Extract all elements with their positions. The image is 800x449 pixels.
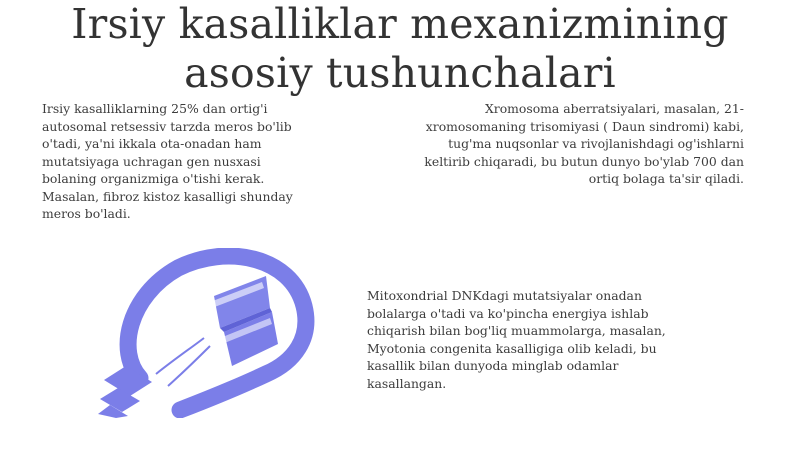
paragraph-line: meros bo'ladi. bbox=[42, 206, 131, 221]
paragraph-line: Mitoxondrial DNKdagi mutatsiyalar onadan bbox=[367, 288, 642, 303]
paragraph-line: Xromosoma aberratsiyalari, masalan, 21- bbox=[484, 101, 744, 116]
paragraph-line: bolaning organizmiga o'tishi kerak. bbox=[42, 171, 265, 186]
bulb-glass bbox=[128, 256, 306, 410]
mitochondrial-paragraph bbox=[367, 287, 727, 392]
slide-title-line-1: Irsiy kasalliklar mexanizmining bbox=[71, 0, 729, 48]
paragraph-line: ortiq bolaga ta'sir qiladi. bbox=[588, 171, 744, 186]
paragraph-line: chiqarish bilan bog'liq muammolarga, masalan, bbox=[367, 323, 666, 338]
paragraph-line: Masalan, fibroz kistoz kasalligi shunday bbox=[42, 188, 293, 204]
paragraph-line: xromosomaning trisomiyasi ( Daun sindromi) kabi, bbox=[425, 118, 744, 134]
paragraph-line: tug'ma nuqsonlar va rivojlanishdagi og'ishlarni bbox=[448, 136, 744, 151]
paragraph-line: o'tadi, ya'ni ikkala ota-onadan ham bbox=[42, 136, 262, 151]
autosomal-paragraph bbox=[42, 100, 362, 223]
slide-title bbox=[0, 0, 800, 98]
bulb-filaments bbox=[156, 338, 210, 386]
paragraph-line: kasallik bilan dunyoda minglab odamlar bbox=[367, 358, 619, 373]
paragraph-line: bolalarga o'tadi va ko'pincha energiya ishlab bbox=[367, 305, 649, 321]
paragraph-line: Myotonia congenita kasalligiga olib keladi, bu bbox=[367, 340, 657, 356]
paragraph-line: mutatsiyaga uchragan gen nusxasi bbox=[42, 153, 261, 169]
paragraph-line: autosomal retsessiv tarzda meros bo'lib bbox=[42, 118, 292, 134]
lightbulb-book-icon bbox=[86, 248, 324, 418]
chromosome-paragraph bbox=[360, 100, 744, 188]
slide-title-line-2: asosiy tushunchalari bbox=[184, 49, 616, 97]
paragraph-line: kasallangan. bbox=[367, 375, 447, 391]
paragraph-line: Irsiy kasalliklarning 25% dan ortig'i bbox=[42, 101, 268, 116]
book-icon bbox=[210, 276, 278, 366]
paragraph-line: keltirib chiqaradi, bu butun dunyo bo'ylab 700 dan bbox=[424, 153, 744, 169]
